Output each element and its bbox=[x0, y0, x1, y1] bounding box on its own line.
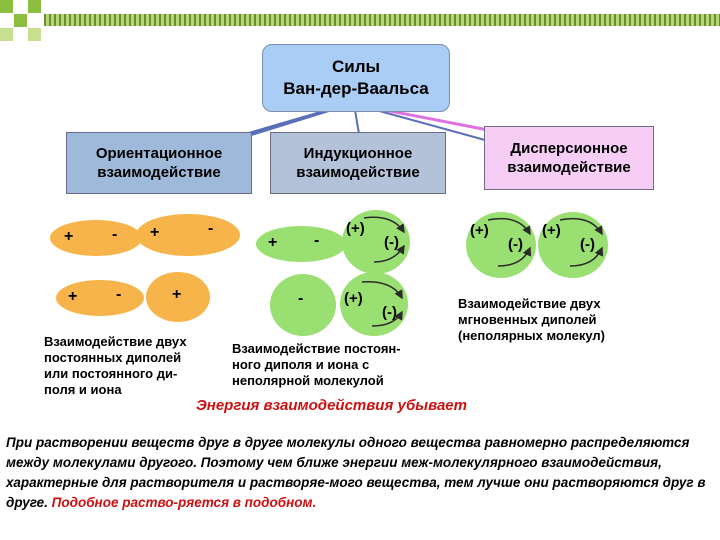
minus-paren: (-) bbox=[508, 236, 523, 253]
minus-paren: (-) bbox=[580, 236, 595, 253]
plus-sign: + bbox=[64, 228, 74, 245]
plus-paren: (+) bbox=[346, 220, 365, 237]
dispersion-line1: Дисперсионное bbox=[510, 140, 628, 157]
dispersion-line2: взаимодействие bbox=[507, 159, 631, 176]
bottom-emphasis-text: Подобное раство-ряется в подобном. bbox=[51, 495, 317, 510]
title-line1: Силы bbox=[331, 57, 381, 76]
minus-sign: - bbox=[116, 286, 122, 303]
plus-sign: + bbox=[150, 224, 160, 241]
induction-line2: взаимодействие bbox=[296, 164, 420, 181]
orientation-line2: взаимодействие bbox=[97, 164, 221, 181]
bottom-paragraph bbox=[6, 433, 708, 513]
dispersion-caption: Взаимодействие двух мгновенных диполей (неполярных молекул) bbox=[458, 296, 605, 343]
induction-caption: Взаимодействие постоян- ного диполя и иона с неполярной молекулой bbox=[232, 341, 401, 388]
bottom-main-text: При растворении веществ друг в друге молекулы одного вещества равномерно распределяются между молекулами другого. Поэтому чем ближе энергии меж-молекулярного взаимодействия, характерные для растворителя и растворяе-мого вещества, тем лучше они растворяются друг в друге. bbox=[6, 435, 706, 510]
plus-paren: (+) bbox=[470, 222, 489, 239]
minus-sign: - bbox=[112, 226, 118, 243]
plus-paren: (+) bbox=[542, 222, 561, 239]
plus-paren: (+) bbox=[344, 290, 363, 307]
energy-note: Энергия взаимодействия убывает bbox=[196, 397, 467, 414]
orientation-line1: Ориентационное bbox=[95, 145, 223, 162]
minus-paren: (-) bbox=[384, 234, 399, 251]
plus-sign: + bbox=[172, 286, 182, 303]
orientation-caption: Взаимодействие двух постоянных диполей или постоянного ди- поля и иона bbox=[44, 334, 187, 397]
minus-paren: (-) bbox=[382, 304, 397, 321]
minus-sign: - bbox=[314, 232, 320, 249]
minus-sign: - bbox=[208, 220, 214, 237]
plus-sign: + bbox=[268, 234, 278, 251]
induction-line1: Индукционное bbox=[303, 145, 413, 162]
minus-sign: - bbox=[298, 290, 304, 307]
plus-sign: + bbox=[68, 288, 78, 305]
title-line2: Ван-дер-Ваальса bbox=[283, 79, 429, 98]
